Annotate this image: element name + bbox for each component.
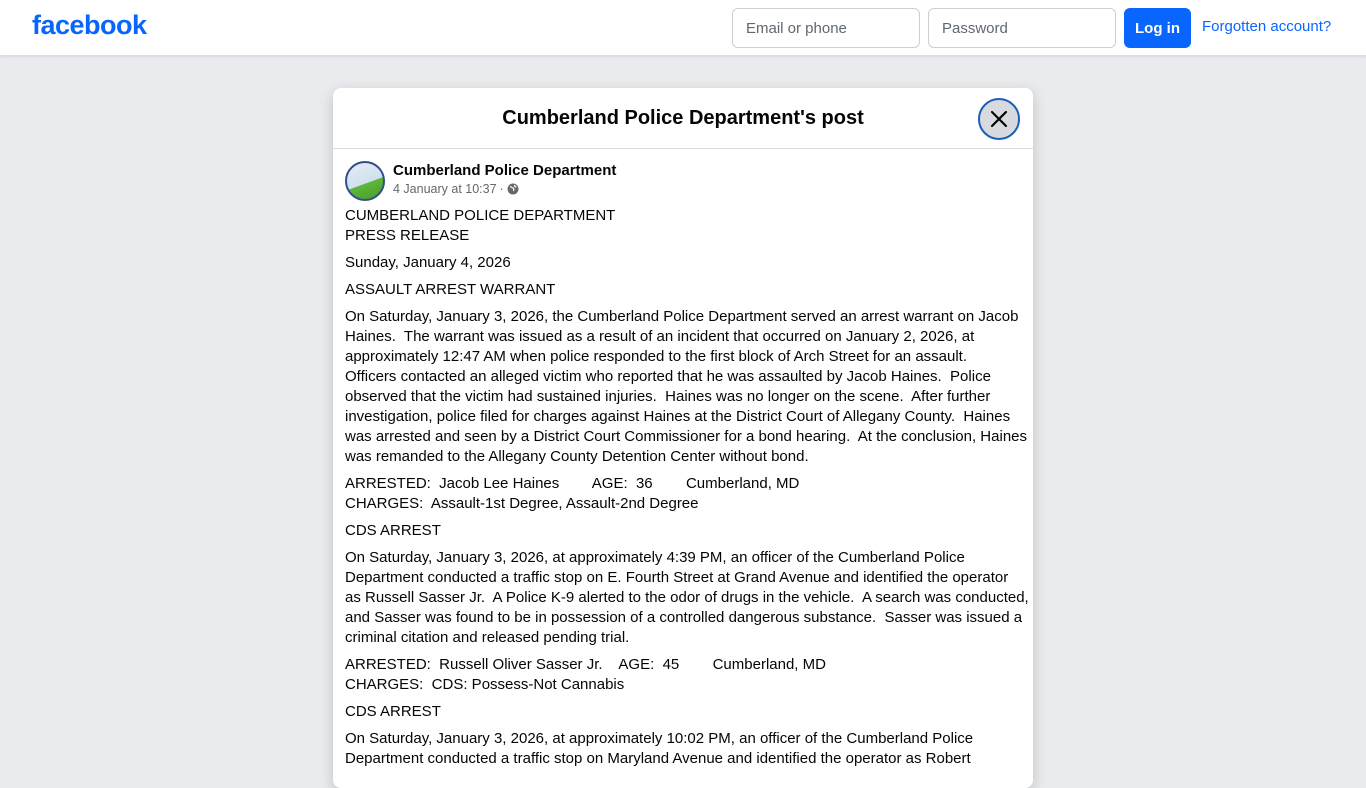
post-text-line: CDS ARREST bbox=[345, 703, 441, 720]
top-bar bbox=[0, 0, 1366, 56]
dialog-title: Cumberland Police Department's post bbox=[502, 107, 864, 129]
post-paragraph bbox=[345, 474, 1025, 514]
post-text-line: On Saturday, January 3, 2026, at approximately 4:39 PM, an officer of the Cumberland Police bbox=[345, 549, 965, 566]
post-paragraph bbox=[345, 702, 1025, 722]
post-text-line: as Russell Sasser Jr. A Police K-9 alerted to the odor of drugs in the vehicle. A search was conducted, bbox=[345, 589, 1029, 606]
login-button[interactable]: Log in bbox=[1124, 8, 1191, 48]
post-paragraph bbox=[345, 655, 1025, 695]
post-paragraph bbox=[345, 206, 1025, 246]
post-paragraph bbox=[345, 280, 1025, 300]
author-name[interactable]: Cumberland Police Department bbox=[393, 162, 617, 179]
post-text-line: and Sasser was found to be in possession of a controlled dangerous substance. Sasser was issued a bbox=[345, 609, 1023, 626]
close-button[interactable] bbox=[978, 98, 1020, 140]
post-text-line: was arrested and seen by a District Court Commissioner for a bond hearing. At the conclusion, Haines bbox=[345, 428, 1028, 445]
post-text-line: Officers contacted an alleged victim who reported that he was assaulted by Jacob Haines. Police bbox=[345, 368, 991, 385]
globe-icon bbox=[507, 183, 519, 195]
post-text-line: investigation, police filed for charges against Haines at the District Court of Allegany County. Haines bbox=[345, 408, 1011, 425]
post-text-line: observed that the victim had sustained injuries. Haines was no longer on the scene. After further bbox=[345, 388, 991, 405]
post-paragraph bbox=[345, 253, 1025, 273]
post-paragraph bbox=[345, 521, 1025, 541]
post-text-line: CHARGES: Assault-1st Degree, Assault-2nd Degree bbox=[345, 495, 699, 512]
post-timestamp[interactable]: 4 January at 10:37 bbox=[393, 182, 497, 196]
post-text-line: was remanded to the Allegany County Detention Center without bond. bbox=[345, 448, 809, 465]
post-body bbox=[345, 206, 1029, 776]
email-input[interactable] bbox=[732, 8, 920, 48]
post-meta bbox=[393, 182, 616, 196]
post-dialog bbox=[333, 88, 1033, 788]
post-paragraph bbox=[345, 548, 1029, 648]
post-text-line: On Saturday, January 3, 2026, the Cumberland Police Department served an arrest warrant on Jacob bbox=[345, 308, 1019, 325]
forgotten-account-link[interactable]: Forgotten account? bbox=[1202, 18, 1332, 35]
post-text-line: CDS ARREST bbox=[345, 522, 441, 539]
post-paragraph bbox=[345, 729, 1025, 769]
post-text-line: ARRESTED: Jacob Lee Haines AGE: 36 Cumberland, MD bbox=[345, 475, 800, 492]
post-text-line: CHARGES: CDS: Possess-Not Cannabis bbox=[345, 676, 625, 693]
facebook-logo[interactable]: facebook bbox=[32, 10, 147, 40]
dialog-header bbox=[333, 88, 1033, 149]
post-text-line: Haines. The warrant was issued as a result of an incident that occurred on January 2, 2026, at bbox=[345, 328, 975, 345]
post-text-line: ASSAULT ARREST WARRANT bbox=[345, 281, 556, 298]
post-author bbox=[345, 161, 616, 201]
post-text-line: approximately 12:47 AM when police responded to the first block of Arch Street for an assault. bbox=[345, 348, 968, 365]
post-text-line: criminal citation and released pending trial. bbox=[345, 629, 630, 646]
post-text-line: PRESS RELEASE bbox=[345, 227, 470, 244]
post-text-line: Department conducted a traffic stop on E. Fourth Street at Grand Avenue and identified the operator bbox=[345, 569, 1009, 586]
password-input[interactable] bbox=[928, 8, 1116, 48]
post-paragraph bbox=[345, 307, 1028, 467]
post-text-line: CUMBERLAND POLICE DEPARTMENT bbox=[345, 207, 616, 224]
post-text-line: Sunday, January 4, 2026 bbox=[345, 254, 511, 271]
avatar[interactable] bbox=[345, 161, 385, 201]
post-text-line: Department conducted a traffic stop on Maryland Avenue and identified the operator as Robert bbox=[345, 750, 971, 767]
post-text-line: ARRESTED: Russell Oliver Sasser Jr. AGE: 45 Cumberland, MD bbox=[345, 656, 826, 673]
meta-separator: · bbox=[499, 182, 504, 196]
post-text-line: On Saturday, January 3, 2026, at approximately 10:02 PM, an officer of the Cumberland Police bbox=[345, 730, 974, 747]
close-icon bbox=[990, 110, 1008, 128]
